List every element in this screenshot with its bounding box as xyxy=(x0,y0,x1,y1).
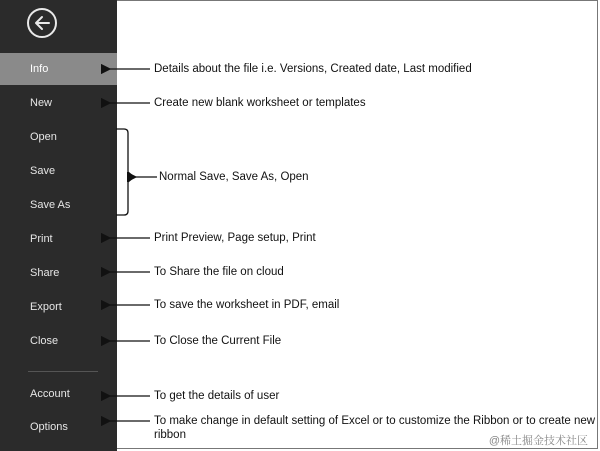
menu-item-info[interactable]: Info xyxy=(0,53,117,85)
menu-item-print[interactable]: Print xyxy=(30,233,53,245)
watermark: @稀土掘金技术社区 xyxy=(488,435,588,447)
menu-item-share[interactable]: Share xyxy=(30,267,60,279)
annotation-print: Print Preview, Page setup, Print xyxy=(154,232,316,244)
annotation-export: To save the worksheet in PDF, email xyxy=(154,299,340,311)
menu-item-close[interactable]: Close xyxy=(30,335,59,347)
annotation-account: To get the details of user xyxy=(154,390,280,402)
back-arrow-icon xyxy=(33,15,51,31)
menu-item-options[interactable]: Options xyxy=(30,421,68,433)
annotation-save-group: Normal Save, Save As, Open xyxy=(159,171,309,183)
annotation-info: Details about the file i.e. Versions, Created date, Last modified xyxy=(154,63,472,75)
back-button[interactable] xyxy=(27,8,57,38)
annotation-close: To Close the Current File xyxy=(154,335,282,347)
menu-item-new[interactable]: New xyxy=(30,97,53,109)
annotation-new: Create new blank worksheet or templates xyxy=(154,97,366,109)
annotation-options: To make change in default setting of Excel or to customize the Ribbon or to create new ribbon xyxy=(154,415,596,441)
menu-divider xyxy=(28,371,98,372)
menu-item-account[interactable]: Account xyxy=(30,388,70,400)
annotation-share: To Share the file on cloud xyxy=(154,266,284,278)
backstage-sidebar xyxy=(0,0,117,451)
menu-item-save[interactable]: Save xyxy=(30,165,56,177)
menu-item-open[interactable]: Open xyxy=(30,131,57,143)
menu-item-save-as[interactable]: Save As xyxy=(30,199,71,211)
menu-item-export[interactable]: Export xyxy=(30,301,62,313)
